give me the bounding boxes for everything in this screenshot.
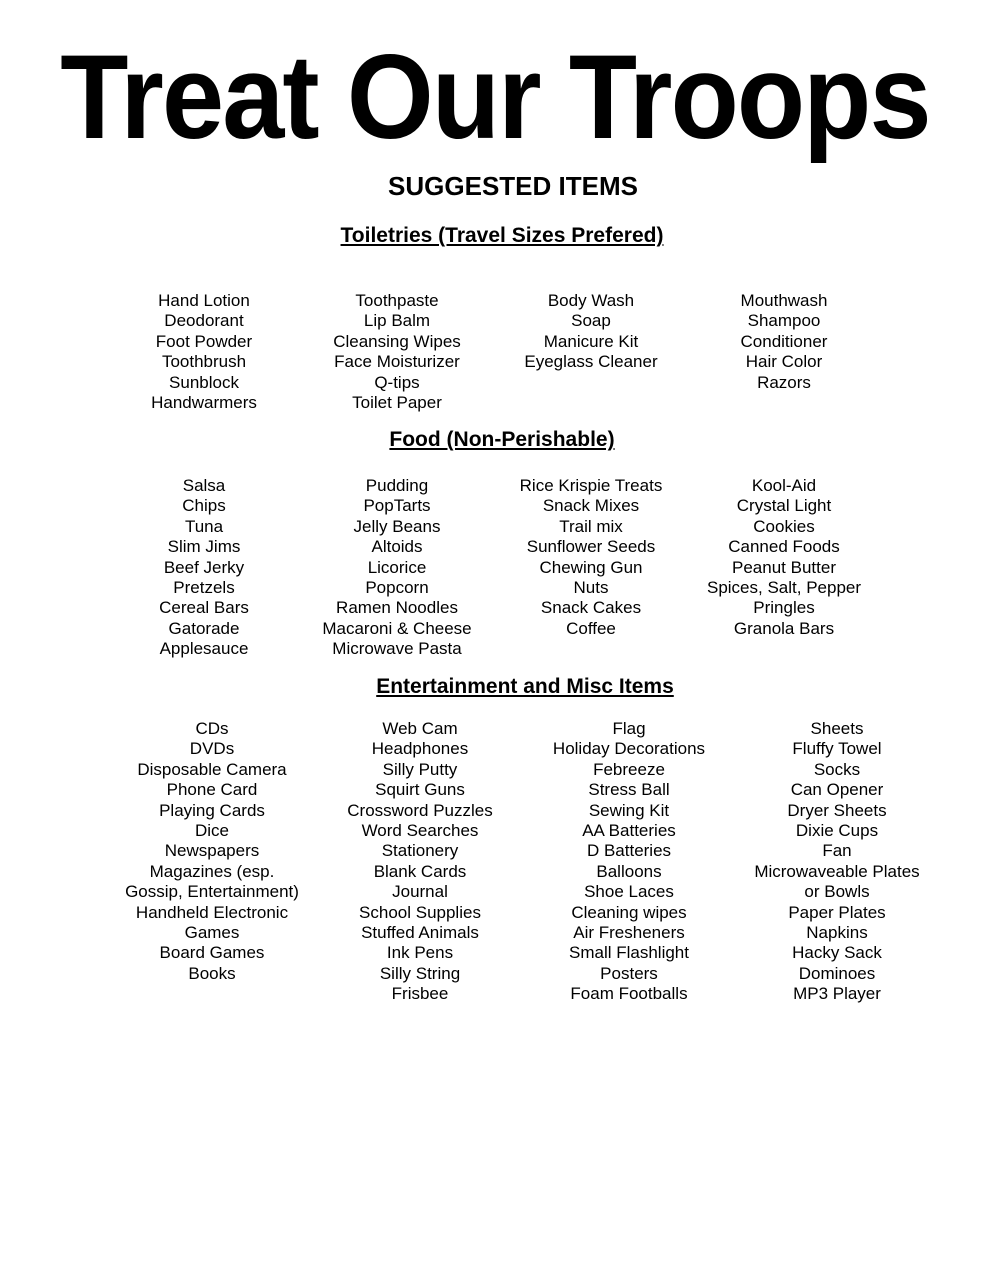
list-item: Microwave Pasta — [332, 639, 462, 659]
list-item: Rice Krispie Treats — [519, 476, 663, 495]
list-item: Napkins — [806, 923, 868, 943]
list-item: MP3 Player — [793, 984, 881, 1004]
list-item: Body Wash — [547, 291, 635, 310]
list-item: Hand Lotion — [158, 291, 250, 310]
list-item: Stationery — [381, 841, 459, 861]
list-item: AA Batteries — [582, 821, 676, 841]
list-item: CDs — [195, 719, 229, 738]
list-item: Sheets — [810, 719, 864, 738]
list-item: DVDs — [189, 739, 235, 759]
list-item: Frisbee — [391, 984, 449, 1004]
list-item: Web Cam — [382, 719, 458, 738]
list-item: Sunflower Seeds — [526, 537, 656, 557]
list-item: or Bowls — [804, 882, 870, 902]
list-item: Crossword Puzzles — [347, 800, 493, 820]
list-item: Snack Mixes — [542, 496, 640, 516]
list-item: Salsa — [182, 476, 226, 495]
list-item: Headphones — [371, 739, 469, 759]
list-item: Fluffy Towel — [792, 739, 882, 759]
list-item: Chewing Gun — [539, 557, 643, 577]
list-item: Handheld Electronic — [135, 902, 289, 922]
list-item: Face Moisturizer — [334, 352, 460, 372]
list-item: Gossip, Entertainment) — [125, 882, 299, 902]
list-item: Holiday Decorations — [552, 739, 706, 759]
list-column — [114, 291, 294, 413]
list-item: Sunblock — [169, 372, 239, 392]
list-item: Slim Jims — [167, 537, 241, 557]
list-item: Soap — [571, 311, 611, 331]
list-item: Lip Balm — [363, 311, 431, 331]
list-item: Word Searches — [361, 821, 479, 841]
list-item: Blank Cards — [373, 861, 467, 881]
list-item: Board Games — [159, 943, 265, 963]
list-item: Q-tips — [374, 372, 420, 392]
list-item: Toothbrush — [161, 352, 247, 372]
list-item: Snack Cakes — [540, 598, 642, 618]
list-item: Dryer Sheets — [787, 800, 887, 820]
list-item: Ramen Noodles — [336, 598, 458, 618]
list-item: Deodorant — [164, 311, 244, 331]
list-item: Licorice — [367, 557, 427, 577]
list-item: Nuts — [573, 578, 609, 598]
list-item: Granola Bars — [733, 618, 835, 638]
list-item: Can Opener — [790, 780, 884, 800]
food-list — [0, 476, 990, 666]
list-item: Macaroni & Cheese — [322, 618, 472, 638]
list-item: Crystal Light — [736, 496, 832, 516]
toiletries-list — [0, 291, 990, 421]
list-item: Conditioner — [740, 331, 828, 351]
list-column — [694, 476, 874, 639]
list-item: Playing Cards — [159, 800, 265, 820]
list-column — [307, 476, 487, 660]
list-item: Fan — [822, 841, 852, 861]
list-item: Air Fresheners — [573, 923, 685, 943]
list-item: Jelly Beans — [353, 516, 441, 536]
list-item: Hair Color — [745, 352, 823, 372]
list-item: Gatorade — [168, 618, 240, 638]
list-item: Toilet Paper — [352, 393, 442, 413]
list-item: Pringles — [753, 598, 815, 618]
list-item: Newspapers — [164, 841, 260, 861]
entertainment-heading: Entertainment and Misc Items — [376, 675, 674, 698]
list-item: Cereal Bars — [159, 598, 249, 618]
list-item: Dixie Cups — [795, 821, 879, 841]
list-item: Small Flashlight — [569, 943, 689, 963]
list-item: Cleansing Wipes — [333, 331, 461, 351]
list-item: Popcorn — [365, 578, 429, 598]
list-item: Sewing Kit — [588, 800, 670, 820]
list-item: Microwaveable Plates — [754, 861, 920, 881]
list-item: Toothpaste — [355, 291, 439, 310]
list-item: Disposable Camera — [137, 759, 287, 779]
list-item: Pretzels — [173, 578, 235, 598]
list-item: School Supplies — [359, 902, 481, 922]
list-column — [524, 719, 734, 1005]
list-item: Mouthwash — [740, 291, 828, 310]
list-item: Posters — [600, 963, 658, 983]
list-item: Games — [184, 923, 240, 943]
list-item: PopTarts — [363, 496, 431, 516]
page-subtitle: SUGGESTED ITEMS — [388, 171, 638, 201]
list-item: Spices, Salt, Pepper — [706, 578, 862, 598]
food-heading: Food (Non-Perishable) — [389, 428, 615, 451]
list-column — [732, 719, 942, 1005]
list-item: Hacky Sack — [792, 943, 882, 963]
list-item: Magazines (esp. — [149, 861, 275, 881]
entertainment-list — [0, 719, 990, 1019]
list-column — [694, 291, 874, 393]
list-item: Squirt Guns — [375, 780, 465, 800]
list-item: Kool-Aid — [751, 476, 817, 495]
page-title: Treat Our Troops — [60, 30, 930, 164]
list-column — [114, 476, 294, 660]
list-item: Cookies — [753, 516, 815, 536]
list-column — [107, 719, 317, 984]
list-item: Balloons — [596, 861, 662, 881]
list-item: Journal — [392, 882, 448, 902]
list-item: Pudding — [365, 476, 429, 495]
list-item: Silly Putty — [382, 759, 458, 779]
list-item: Trail mix — [559, 516, 623, 536]
list-column — [501, 291, 681, 373]
list-item: Stress Ball — [588, 780, 670, 800]
list-item: Stuffed Animals — [361, 923, 479, 943]
list-column — [307, 291, 487, 413]
list-item: Dice — [194, 821, 229, 841]
list-item: Shoe Laces — [584, 882, 674, 902]
list-item: Applesauce — [159, 639, 249, 659]
list-item: Eyeglass Cleaner — [524, 352, 658, 372]
list-item: Razors — [757, 372, 811, 392]
list-item: Socks — [813, 759, 861, 779]
list-item: Foam Footballs — [570, 984, 688, 1004]
list-item: Canned Foods — [728, 537, 840, 557]
list-item: Flag — [612, 719, 646, 738]
list-item: Febreeze — [593, 759, 665, 779]
list-item: Books — [188, 963, 236, 983]
list-item: Shampoo — [747, 311, 821, 331]
list-column — [315, 719, 525, 1005]
list-item: Dominoes — [798, 963, 876, 983]
list-item: Coffee — [566, 618, 616, 638]
list-item: Beef Jerky — [163, 557, 245, 577]
list-item: Ink Pens — [386, 943, 454, 963]
list-item: Tuna — [184, 516, 224, 536]
list-item: D Batteries — [586, 841, 672, 861]
list-item: Handwarmers — [151, 393, 257, 413]
list-item: Chips — [182, 496, 226, 516]
list-item: Manicure Kit — [543, 331, 639, 351]
toiletries-heading: Toiletries (Travel Sizes Prefered) — [340, 224, 664, 247]
list-item: Foot Powder — [155, 331, 253, 351]
list-item: Cleaning wipes — [571, 902, 687, 922]
list-item: Peanut Butter — [732, 557, 836, 577]
list-item: Phone Card — [166, 780, 258, 800]
list-column — [501, 476, 681, 639]
list-item: Altoids — [371, 537, 423, 557]
list-item: Silly String — [379, 963, 461, 983]
list-item: Paper Plates — [788, 902, 886, 922]
